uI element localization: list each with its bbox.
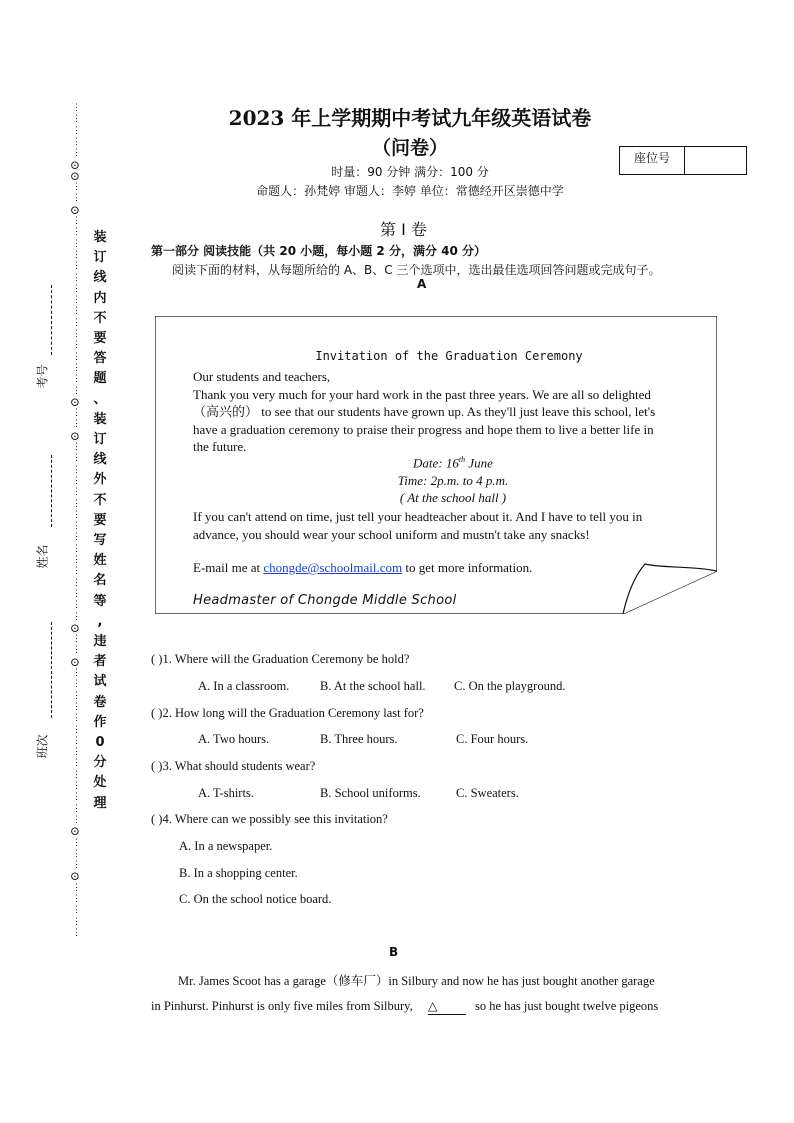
binding-notice-char: 名 xyxy=(93,573,107,589)
binding-dot: ⋮ xyxy=(72,735,81,746)
question-stem: ( )2. How long will the Graduation Ceremony last for? xyxy=(151,706,424,720)
binding-circle: ⊙ xyxy=(70,620,81,635)
binding-circle: ⊙ xyxy=(70,428,81,443)
binding-dot: ⋮ xyxy=(72,803,81,814)
invitation-line: Thank you very much for your hard work in the past three years. We are all so delighted xyxy=(193,386,651,402)
part1-instruction: 阅读下面的材料，从每题所给的 A、B、C 三个选项中，选出最佳选项回答问题或完成句子。 xyxy=(172,263,661,277)
binding-dots xyxy=(66,103,86,938)
section-b-line xyxy=(151,998,721,1015)
binding-dot: ⋮ xyxy=(72,261,81,272)
binding-notice-char: 处 xyxy=(93,775,107,791)
invitation-line: advance, you should wear your school uniform and mustn't take any snacks! xyxy=(193,526,590,542)
binding-notice-char: 题 xyxy=(93,371,107,387)
binding-dot: ⋮ xyxy=(72,374,81,385)
binding-dot: ⋮ xyxy=(72,588,81,599)
invitation-line: （高兴的） to see that our students have grown up. As they'll just leave this school, let's xyxy=(193,404,656,419)
invitation-body xyxy=(193,368,698,456)
invitation-notice xyxy=(193,508,698,543)
binding-dot: ⋮ xyxy=(72,905,81,916)
binding-notice-char: 等 xyxy=(93,593,107,609)
email-prefix: E-mail me at xyxy=(193,560,264,575)
page-subtitle: （问卷） xyxy=(371,137,448,159)
invitation-greeting: Our students and teachers, xyxy=(193,369,331,384)
binding-notice-char: 订 xyxy=(93,432,107,448)
binding-dot: ⋮ xyxy=(72,860,81,871)
question-option[interactable]: B. In a shopping center. xyxy=(179,865,298,880)
binding-notice-char: 装 xyxy=(93,230,107,245)
binding-dot: ⋮ xyxy=(72,317,81,328)
binding-dot: ⋮ xyxy=(72,306,81,317)
binding-notice-char: 卷 xyxy=(93,694,107,710)
binding-dot: ⋮ xyxy=(72,724,81,735)
binding-dot: ⋮ xyxy=(72,125,81,136)
question-option[interactable]: B. Three hours. xyxy=(320,732,398,746)
invitation-place: ( At the school hall ) xyxy=(399,490,507,505)
binding-dot: ⋮ xyxy=(72,611,81,622)
date-end: June xyxy=(465,455,493,471)
question-option[interactable]: B. School uniforms. xyxy=(320,786,421,800)
binding-dot: ⋮ xyxy=(72,848,81,859)
binding-dot: ⋮ xyxy=(72,758,81,769)
binding-dot: ⋮ xyxy=(72,837,81,848)
binding-notice-char: , xyxy=(97,613,103,629)
binding-notice-char: 线 xyxy=(93,452,107,468)
binding-notice-char: 订 xyxy=(93,250,107,266)
volume-heading: 第 I 卷 xyxy=(380,220,427,239)
binding-dot: ⋮ xyxy=(72,453,81,464)
invitation-line: have a graduation ceremony to praise their progress and hope them to live a better life in xyxy=(193,421,654,437)
binding-dot: ⋮ xyxy=(72,385,81,396)
binding-notice-char: 不 xyxy=(93,310,107,326)
binding-dot: ⋮ xyxy=(72,927,81,938)
date-text: Date: 16 xyxy=(413,455,459,471)
binding-dot: ⋮ xyxy=(72,238,81,249)
binding-dot: ⋮ xyxy=(72,781,81,791)
binding-dot: ⋮ xyxy=(72,566,81,577)
binding-dot: ⋮ xyxy=(72,679,81,690)
question-option[interactable]: C. On the school notice board. xyxy=(179,892,332,906)
question-option[interactable]: C. Sweaters. xyxy=(456,786,519,800)
binding-dot: ⋮ xyxy=(72,249,81,260)
email-link[interactable]: chongde@schoolmail.com xyxy=(263,560,403,575)
time-score-info: 时量：90 分钟 满分：100 分 xyxy=(331,165,489,179)
section-b-line: Mr. James Scoot has a garage（修车厂）in Silbury and now he has just bought another garage xyxy=(178,974,655,988)
binding-dot: ⋮ xyxy=(72,227,81,238)
binding-notice-char: 违 xyxy=(93,634,107,650)
binding-dot: ⋮ xyxy=(72,329,81,339)
binding-dot: ⋮ xyxy=(72,487,81,498)
email-suffix: to get more information. xyxy=(402,560,533,575)
binding-circle: ⊙ xyxy=(70,394,81,409)
binding-notice-char: 内 xyxy=(93,290,107,306)
part1-heading: 第一部分 阅读技能（共 20 小题，每小题 2 分，满分 40 分） xyxy=(151,244,486,258)
binding-dot: ⋮ xyxy=(72,634,81,645)
exam-no-label: 考号 xyxy=(35,364,50,389)
binding-notice-char: 试 xyxy=(93,674,107,690)
invitation-line: If you can't attend on time, just tell your headteacher about it. And I have to tell you in xyxy=(193,509,643,524)
section-b-label: B xyxy=(389,945,399,959)
name-label: 姓名 xyxy=(35,544,50,569)
binding-circle: ⊙ xyxy=(70,869,81,884)
binding-dot: ⋮ xyxy=(72,509,81,520)
binding-dot: ⋮ xyxy=(72,894,81,904)
invitation-line: the future. xyxy=(193,439,247,454)
binding-notice-char: 装 xyxy=(93,411,107,427)
binding-dot: ⋮ xyxy=(72,103,81,113)
binding-dot: ⋮ xyxy=(72,419,81,430)
date-sup: th xyxy=(458,455,466,464)
binding-notice-char: 分 xyxy=(93,755,107,771)
binding-notice-char: 要 xyxy=(93,512,107,528)
seat-number-label: 座位号 xyxy=(620,147,685,174)
binding-notice-char: 写 xyxy=(93,533,107,549)
binding-dot: ⋮ xyxy=(72,521,81,532)
binding-notice-char: 线 xyxy=(93,270,107,286)
binding-dot: ⋮ xyxy=(72,668,81,678)
binding-dot: ⋮ xyxy=(72,114,81,125)
question-option[interactable]: A. T-shirts. xyxy=(198,786,254,800)
binding-dot: ⋮ xyxy=(72,690,81,701)
question-option[interactable]: A. In a newspaper. xyxy=(179,839,273,853)
binding-notice-char: 者 xyxy=(93,654,107,670)
binding-dot: ⋮ xyxy=(72,193,81,204)
authors-info: 命题人：孙梵婷 审题人：李婷 单位：常德经开区崇德中学 xyxy=(256,184,564,198)
binding-dot: ⋮ xyxy=(72,475,81,486)
question-stem: ( )1. Where will the Graduation Ceremony be hold? xyxy=(151,652,410,666)
binding-notice-char: 作 xyxy=(93,714,107,730)
binding-dot: ⋮ xyxy=(72,713,81,724)
answer-blank[interactable]: △ xyxy=(428,998,466,1015)
question-option[interactable]: A. In a classroom. xyxy=(198,679,290,693)
binding-dot: ⋮ xyxy=(72,916,81,927)
invitation-time: Time: 2p.m. to 4 p.m. xyxy=(397,473,509,488)
name-line xyxy=(51,455,52,527)
binding-dot: ⋮ xyxy=(72,747,81,758)
binding-dot: ⋮ xyxy=(72,701,81,712)
binding-circle: ⊙ xyxy=(70,168,81,183)
invitation-email-line xyxy=(193,560,532,576)
binding-dot: ⋮ xyxy=(72,814,81,825)
exam-no-line xyxy=(51,285,52,355)
binding-notice-char: 、 xyxy=(93,391,107,407)
question-stem: ( )4. Where can we possibly see this invitation? xyxy=(151,812,388,826)
binding-notice-char: 外 xyxy=(93,472,107,488)
binding-notice-char: 姓 xyxy=(93,553,107,569)
binding-dot: ⋮ xyxy=(72,148,81,159)
binding-dot: ⋮ xyxy=(72,532,81,543)
binding-notice-char: 0 xyxy=(95,735,105,751)
question-stem: ( )3. What should students wear? xyxy=(151,759,316,773)
binding-circle: ⊙ xyxy=(70,157,81,172)
page-title: 2023 年上学期期中考试九年级英语试卷 xyxy=(228,106,592,130)
binding-dot: ⋮ xyxy=(72,283,81,294)
binding-circle: ⊙ xyxy=(70,824,81,839)
section-a-label: A xyxy=(417,277,427,291)
binding-dot: ⋮ xyxy=(72,362,81,373)
seat-number-field[interactable] xyxy=(685,147,746,174)
binding-dot: ⋮ xyxy=(72,600,81,611)
invitation-signature: Headmaster of Chongde Middle School xyxy=(193,593,457,608)
binding-dot: ⋮ xyxy=(72,136,81,147)
binding-dot: ⋮ xyxy=(72,555,81,565)
binding-dot: ⋮ xyxy=(72,543,81,554)
binding-dot: ⋮ xyxy=(72,408,81,419)
binding-dot: ⋮ xyxy=(72,645,81,656)
class-line xyxy=(51,622,52,718)
binding-dot: ⋮ xyxy=(72,442,81,452)
binding-dot: ⋮ xyxy=(72,882,81,893)
section-b-text: so he has just bought twelve pigeons xyxy=(474,999,659,1013)
binding-dot: ⋮ xyxy=(72,351,81,362)
binding-dot: ⋮ xyxy=(72,577,81,588)
question-option[interactable]: C. Four hours. xyxy=(456,732,529,746)
binding-circle: ⊙ xyxy=(70,202,81,217)
binding-dot: ⋮ xyxy=(72,769,81,780)
question-option[interactable]: C. On the playground. xyxy=(454,679,566,693)
binding-dot: ⋮ xyxy=(72,464,81,475)
invitation-date xyxy=(193,455,713,471)
binding-dot: ⋮ xyxy=(72,295,81,306)
binding-dot: ⋮ xyxy=(72,182,81,193)
binding-dot: ⋮ xyxy=(72,272,81,283)
binding-dot: ⋮ xyxy=(72,216,81,226)
question-option[interactable]: A. Two hours. xyxy=(198,732,270,746)
invitation-title: Invitation of the Graduation Ceremony xyxy=(315,349,583,363)
binding-notice-char: 理 xyxy=(93,795,107,811)
question-option[interactable]: B. At the school hall. xyxy=(320,679,426,693)
binding-dot: ⋮ xyxy=(72,792,81,803)
binding-dot: ⋮ xyxy=(72,340,81,351)
class-label: 班次 xyxy=(35,734,50,759)
binding-notice-char: 要 xyxy=(93,331,107,347)
binding-notice xyxy=(90,228,110,814)
binding-circle: ⊙ xyxy=(70,654,81,669)
binding-notice-char: 答 xyxy=(93,351,107,367)
binding-dot: ⋮ xyxy=(72,498,81,509)
binding-notice-char: 不 xyxy=(93,492,107,508)
section-b-text: in Pinhurst. Pinhurst is only five miles from Silbury, xyxy=(151,999,413,1013)
